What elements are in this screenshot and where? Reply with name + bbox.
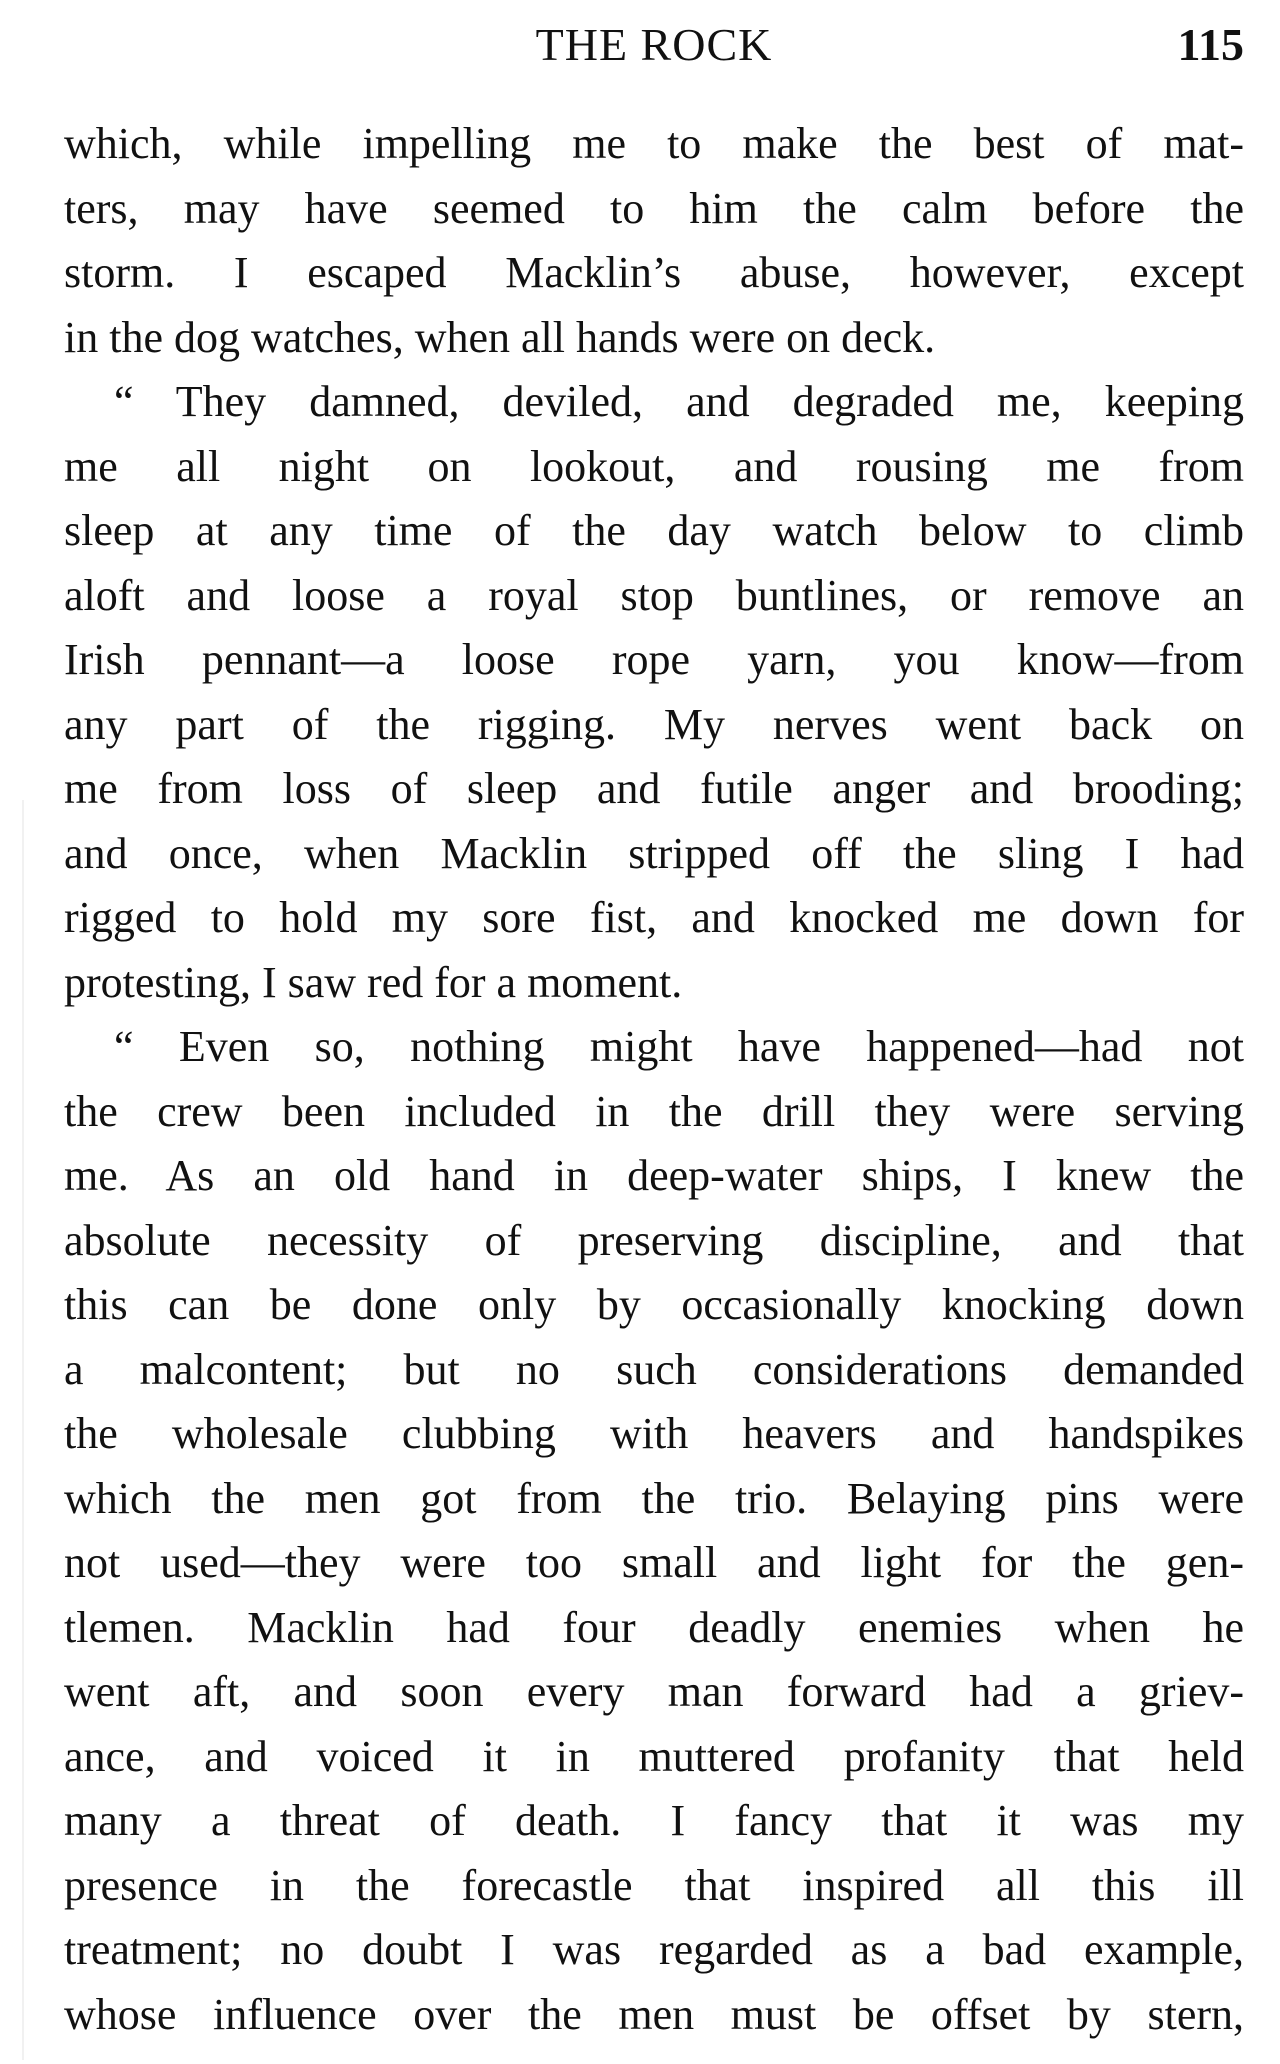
text-line: me. As an old hand in deep-water ships, I knew the	[64, 1151, 1244, 1200]
text-line: any part of the rigging. My nerves went back on	[64, 699, 1244, 749]
text-line: and once, when Macklin stripped off the sling I had	[64, 828, 1244, 878]
text-line: the crew been included in the drill they were serving	[64, 1086, 1244, 1136]
text-line: ance, and voiced it in muttered profanity that held	[64, 1731, 1244, 1781]
text-line: tlemen. Macklin had four deadly enemies when he	[64, 1602, 1244, 1652]
text-line: Irish pennant—a loose rope yarn, you know—from	[64, 635, 1244, 684]
text-line: me all night on lookout, and rousing me from	[64, 441, 1244, 491]
text-line: ters, may have seemed to him the calm before the	[64, 183, 1244, 233]
text-line: not used—they were too small and light for the gen-	[64, 1538, 1244, 1587]
text-line: aloft and loose a royal stop buntlines, or remove an	[64, 570, 1244, 620]
text-line: in the dog watches, when all hands were on deck.	[64, 312, 936, 362]
page-number: 115	[1177, 19, 1244, 70]
text-line: “ They damned, deviled, and degraded me, keeping	[114, 377, 1244, 426]
text-line: sleep at any time of the day watch below to climb	[64, 506, 1244, 555]
text-line: me from loss of sleep and futile anger and brooding;	[64, 764, 1244, 813]
page-edge-shadow	[22, 800, 24, 2060]
text-line: which, while impelling me to make the best of mat-	[64, 119, 1244, 168]
running-head	[64, 18, 1244, 78]
body-text	[64, 112, 1244, 2047]
running-title: THE ROCK	[535, 19, 773, 70]
text-line: went aft, and soon every man forward had a griev-	[64, 1667, 1244, 1716]
text-line: protesting, I saw red for a moment.	[64, 957, 683, 1007]
text-line: treatment; no doubt I was regarded as a bad example,	[64, 1925, 1244, 1974]
text-line: a malcontent; but no such considerations demanded	[64, 1344, 1244, 1394]
text-line: the wholesale clubbing with heavers and handspikes	[64, 1409, 1244, 1458]
text-line: absolute necessity of preserving discipline, and that	[64, 1215, 1244, 1265]
text-line: many a threat of death. I fancy that it was my	[64, 1796, 1244, 1845]
text-line: presence in the forecastle that inspired all this ill	[64, 1860, 1244, 1910]
text-line: which the men got from the trio. Belaying pins were	[64, 1473, 1244, 1523]
text-line: “ Even so, nothing might have happened—had not	[114, 1022, 1244, 1071]
text-line: this can be done only by occasionally knocking down	[64, 1280, 1244, 1329]
text-line: whose influence over the men must be offset by stern,	[64, 1989, 1244, 2039]
text-line: storm. I escaped Macklin’s abuse, however, except	[64, 248, 1244, 297]
text-line: rigged to hold my sore fist, and knocked me down for	[64, 893, 1244, 942]
